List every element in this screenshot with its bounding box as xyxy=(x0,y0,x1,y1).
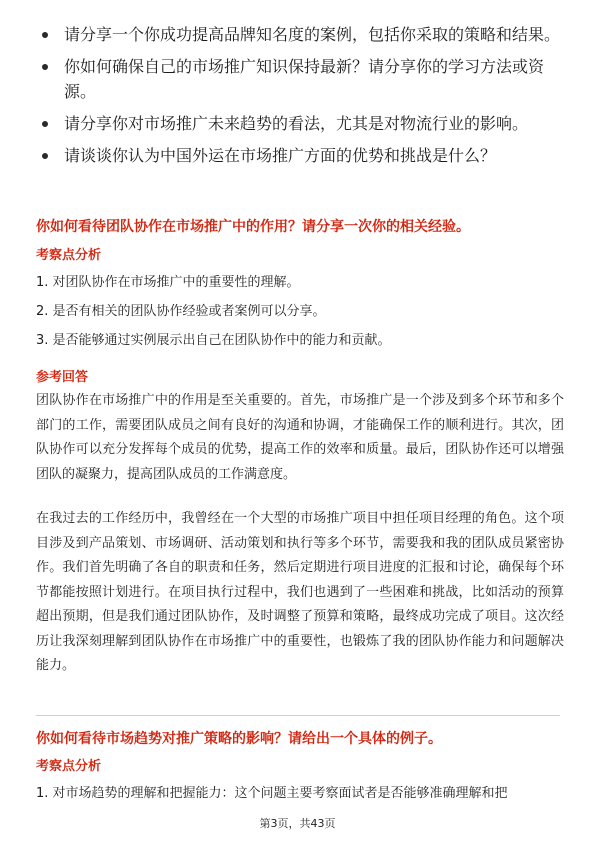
bullet-dot-icon xyxy=(42,153,48,159)
answer-paragraph: 在我过去的工作经历中，我曾经在一个大型的市场推广项目中担任项目经理的角色。这个项目涉及到产品策划、市场调研、活动策划和执行等多个环节，需要我和我的团队成员紧密协作。我们首先明确了各自的职责和任务，然后定期进行项目进度的汇报和讨论，确保每个环节都能按照计划进行。在项目执行过程中，我们也遇到了一些困难和挑战，比如活动的预算超出预期，但是我们通过团队协作，及时调整了预算和策略，最终成功完成了项目。这次经历让我深刻理解到团队协作在市场推广中的重要性，也锻炼了我的团队协作能力和问题解决能力。 xyxy=(36,511,564,673)
answer-label: 参考回答 xyxy=(36,370,89,385)
answer-paragraph: 团队协作在市场推广中的作用是至关重要的。首先，市场推广是一个涉及到多个环节和多个部门的工作，需要团队成员之间有良好的沟通和协调，才能确保工作的顺利进行。其次，团队协作可以充分发挥每个成员的优势，提高工作的效率和质量。最后，团队协作还可以增强团队的凝聚力，提高团队成员的工作满意度。 xyxy=(36,393,564,482)
page-number-footer: 第3页，共43页 xyxy=(259,817,336,830)
question-heading-market-trend: 你如何看待市场趋势对推广策略的影响？请给出一个具体的例子。 xyxy=(36,731,442,747)
question-bullet-list xyxy=(36,22,564,175)
bullet-dot-icon xyxy=(42,32,48,38)
analysis-point: 2. 是否有相关的团队协作经验或者案例可以分享。 xyxy=(36,304,326,319)
analysis-point: 3. 是否能够通过实例展示出自己在团队协作中的能力和贡献。 xyxy=(36,333,391,348)
bullet-text: 请谈谈你认为中国外运在市场推广方面的优势和挑战是什么？ xyxy=(64,146,497,165)
bullet-text: 请分享一个你成功提高品牌知名度的案例，包括你采取的策略和结果。 xyxy=(64,25,561,44)
analysis-label: 考察点分析 xyxy=(36,248,102,263)
bullet-item xyxy=(36,111,564,136)
analysis-point: 1. 对团队协作在市场推广中的重要性的理解。 xyxy=(36,275,300,290)
analysis-point: 1. 对市场趋势的理解和把握能力：这个问题主要考察面试者是否能够准确理解和把 xyxy=(36,786,508,801)
bullet-item xyxy=(36,54,564,104)
bullet-item xyxy=(36,143,564,168)
bullet-dot-icon xyxy=(42,64,48,70)
question-heading-teamwork: 你如何看待团队协作在市场推广中的作用？请分享一次你的相关经验。 xyxy=(36,219,470,235)
section-divider xyxy=(36,715,560,716)
bullet-item xyxy=(36,22,564,47)
bullet-text: 请分享你对市场推广未来趋势的看法，尤其是对物流行业的影响。 xyxy=(64,114,529,133)
bullet-dot-icon xyxy=(42,121,48,127)
bullet-text: 你如何确保自己的市场推广知识保持最新？请分享你的学习方法或资源。 xyxy=(64,57,545,101)
analysis-label: 考察点分析 xyxy=(36,759,102,774)
